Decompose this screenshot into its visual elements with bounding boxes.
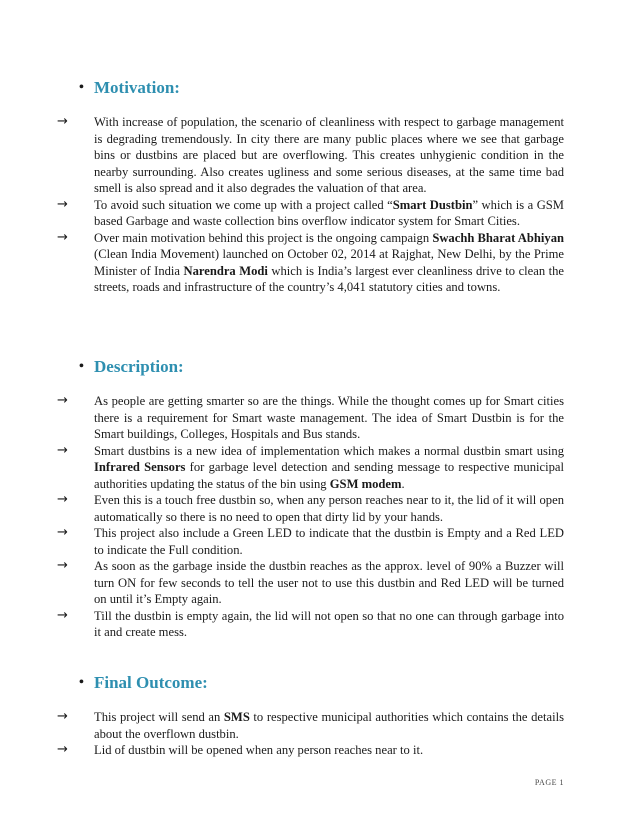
item-list xyxy=(0,709,638,759)
item-text xyxy=(94,558,564,608)
item-text xyxy=(94,492,564,525)
text-run: Smart dustbins is a new idea of implementation which makes a normal dustbin smart using xyxy=(94,443,564,458)
arrow-right-icon: → xyxy=(57,393,68,408)
page-number: PAGE 1 xyxy=(534,778,564,787)
list-item xyxy=(0,393,638,443)
text-run: for garbage level detection and sending message to respective municipal authorities updating the status of the bin using xyxy=(94,460,564,491)
item-text xyxy=(94,608,564,641)
arrow-right-icon: → xyxy=(57,742,68,757)
bold-run: GSM modem xyxy=(329,476,402,491)
section-heading xyxy=(0,671,638,695)
arrow-right-icon: → xyxy=(57,492,68,507)
text-run: Over main motivation behind this project is the ongoing campaign xyxy=(94,230,433,245)
arrow-right-icon: → xyxy=(57,442,68,458)
section-heading xyxy=(0,355,638,379)
heading-text: Final Outcome: xyxy=(94,673,208,692)
item-text xyxy=(94,114,564,197)
bullet-icon: • xyxy=(79,359,84,374)
item-list xyxy=(0,393,638,641)
item-text xyxy=(94,709,564,742)
arrow-right-icon: → xyxy=(57,558,68,573)
section-heading xyxy=(0,76,638,100)
list-item xyxy=(0,114,638,197)
text-run: (Clean India Movement) launched on October 02, 2014 at Rajghat, New Delhi, by the Prime Minister of India xyxy=(94,247,564,278)
heading-text: Motivation: xyxy=(94,78,180,97)
item-list xyxy=(0,114,638,296)
section-motivation xyxy=(0,76,638,296)
list-item xyxy=(0,443,638,493)
arrow-right-icon: → xyxy=(57,114,68,129)
bold-run: SMS xyxy=(223,710,250,724)
item-text xyxy=(94,742,564,759)
text-run: Lid of dustbin will be opened when any person reaches near to it. xyxy=(94,743,424,757)
list-item xyxy=(0,709,638,742)
text-run: As soon as the garbage inside the dustbin reaches as the approx. level of 90% a Buzzer will turn ON for few seconds to tell the user not to use this dustbin and Red LED will be turned on until it’s Empty again. xyxy=(94,559,564,606)
bold-run: Infrared Sensors xyxy=(94,460,186,474)
section-final-outcome xyxy=(0,671,638,759)
list-item xyxy=(0,608,638,641)
text-run: to respective municipal authorities which contains the details about the overflown dustbin. xyxy=(94,710,564,741)
list-item xyxy=(0,525,638,558)
list-item xyxy=(0,742,638,759)
arrow-right-icon: → xyxy=(57,607,68,623)
text-run: ” which is a GSM based Garbage and waste collection bins overflow indicator system for Smart Cities. xyxy=(94,197,564,228)
arrow-right-icon: → xyxy=(57,525,68,540)
arrow-right-icon: → xyxy=(57,709,68,724)
item-text xyxy=(94,197,564,230)
bullet-icon: • xyxy=(79,675,84,690)
arrow-right-icon: → xyxy=(57,196,68,212)
list-item xyxy=(0,230,638,296)
arrow-right-icon: → xyxy=(57,229,68,245)
item-text xyxy=(94,393,564,443)
text-run: . xyxy=(401,476,405,491)
text-run: As people are getting smarter so are the things. While the thought comes up for Smart cities there is a requirement for Smart waste management. The idea of Smart Dustbin is for the Smart buildings, Colleges, Hospitals and Bus stands. xyxy=(94,394,564,441)
text-run: which is India’s largest ever cleanliness drive to clean the streets, roads and infrastructure of the country’s 4,041 statutory cities and towns. xyxy=(94,263,564,294)
bold-run: Smart Dustbin xyxy=(392,197,473,212)
item-text xyxy=(94,230,564,296)
text-run: With increase of population, the scenario of cleanliness with respect to garbage management is degrading tremendously. In city there are many public places where we see that garbage bins or dustbins are placed but are overflowing. This creates unhygienic condition in the nearby surrounding. Also creates ugliness and some serious diseases, at the same time bad smell is also spread and it also degrades the valuation of that area. xyxy=(94,115,564,195)
bold-run: Narendra Modi xyxy=(183,263,268,278)
text-run: This project also include a Green LED to indicate that the dustbin is Empty and a Red LED to indicate the Full condition. xyxy=(94,526,564,557)
section-description xyxy=(0,355,638,641)
list-item xyxy=(0,197,638,230)
text-run: Even this is a touch free dustbin so, when any person reaches near to it, the lid of it will open automatically so there is no need to open that dirty lid by your hands. xyxy=(94,493,564,524)
heading-text: Description: xyxy=(94,357,184,376)
bullet-icon: • xyxy=(79,80,84,95)
item-text xyxy=(94,525,564,558)
item-text xyxy=(94,443,564,493)
list-item xyxy=(0,558,638,608)
text-run: Till the dustbin is empty again, the lid will not open so that no one can through garbage into it and create mess. xyxy=(94,608,564,639)
bold-run: Swachh Bharat Abhiyan xyxy=(432,230,564,245)
list-item xyxy=(0,492,638,525)
text-run: To avoid such situation we come up with a project called “ xyxy=(94,197,393,212)
text-run: This project will send an xyxy=(94,710,224,724)
